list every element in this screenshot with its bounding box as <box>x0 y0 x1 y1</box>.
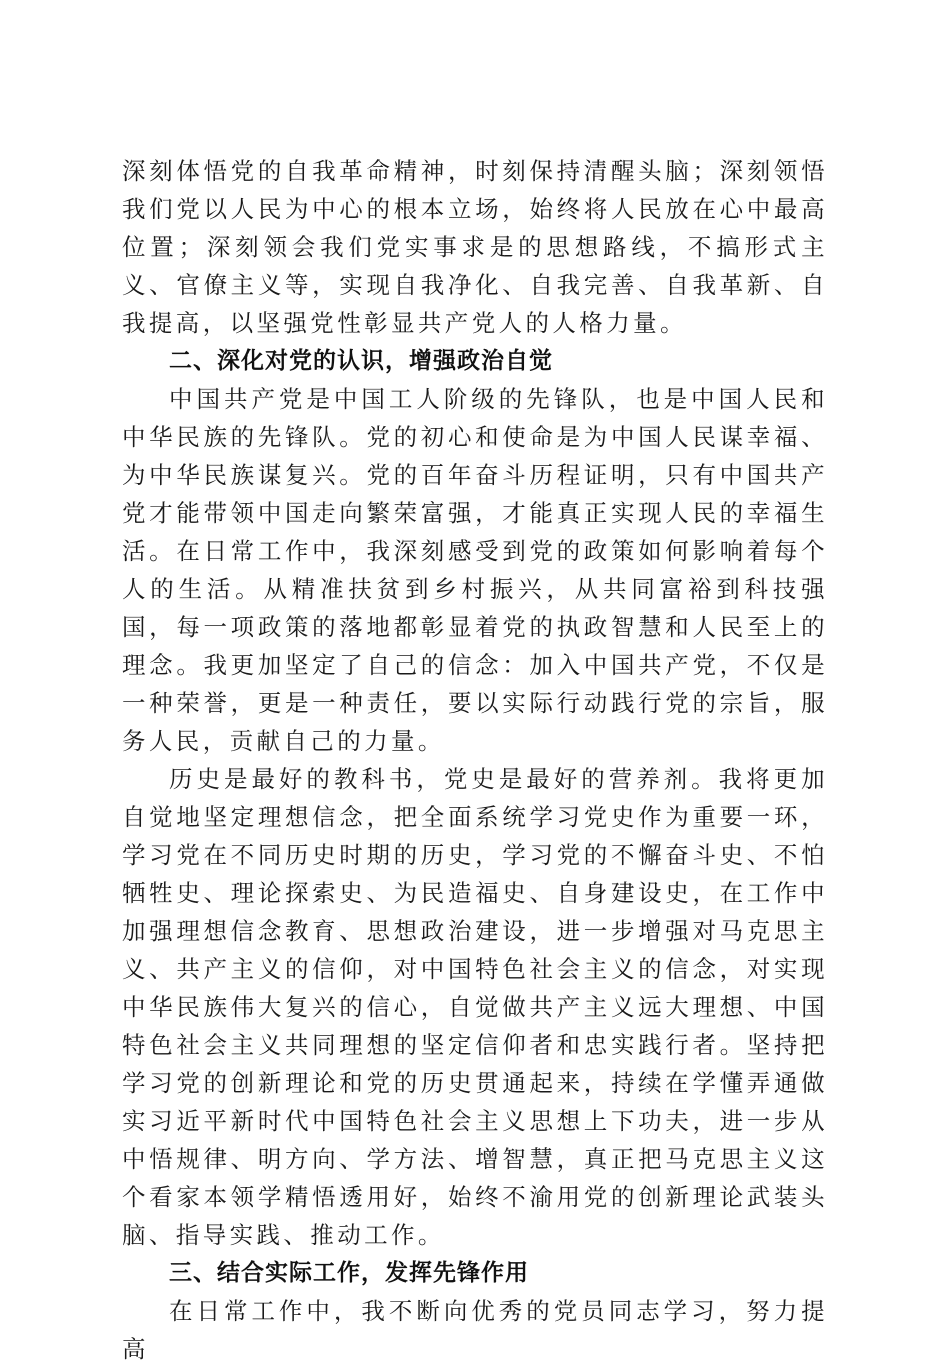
document-body <box>122 152 828 1368</box>
paragraph-party-vanguard: 中国共产党是中国工人阶级的先锋队，也是中国人民和中华民族的先锋队。党的初心和使命是为中国人民谋幸福、为中华民族谋复兴。党的百年奋斗历程证明，只有中国共产党才能带领中国走向繁荣富强，才能真正实现人民的幸福生活。在日常工作中，我深刻感受到党的政策如何影响着每个人的生活。从精准扶贫到乡村振兴，从共同富裕到科技强国，每一项政策的落地都彰显着党的执政智慧和人民至上的理念。我更加坚定了自己的信念：加入中国共产党，不仅是一种荣誉，更是一种责任，要以实际行动践行党的宗旨，服务人民，贡献自己的力量。 <box>122 385 828 755</box>
paragraph-daily-work: 在日常工作中，我不断向优秀的党员同志学习，努力提高 <box>122 1297 828 1363</box>
section-heading-2: 二、深化对党的认识，增强政治自觉 <box>169 348 553 374</box>
section-heading-3: 三、结合实际工作，发挥先锋作用 <box>169 1260 529 1286</box>
paragraph-continuation: 深刻体悟党的自我革命精神，时刻保持清醒头脑；深刻领悟我们党以人民为中心的根本立场，始终将人民放在心中最高位置；深刻领会我们党实事求是的思想路线，不搞形式主义、官僚主义等，实现自我净化、自我完善、自我革新、自我提高，以坚强党性彰显共产党人的人格力量。 <box>122 157 828 337</box>
paragraph-party-history: 历史是最好的教科书，党史是最好的营养剂。我将更加自觉地坚定理想信念，把全面系统学习党史作为重要一环，学习党在不同历史时期的历史，学习党的不懈奋斗史、不怕牺牲史、理论探索史、为民造福史、自身建设史，在工作中加强理想信念教育、思想政治建设，进一步增强对马克思主义、共产主义的信仰，对中国特色社会主义的信念，对实现中华民族伟大复兴的信心，自觉做共产主义远大理想、中国特色社会主义共同理想的坚定信仰者和忠实践行者。坚持把学习党的创新理论和党的历史贯通起来，持续在学懂弄通做实习近平新时代中国特色社会主义思想上下功夫，进一步从中悟规律、明方向、学方法、增智慧，真正把马克思主义这个看家本领学精悟透用好，始终不渝用党的创新理论武装头脑、指导实践、推动工作。 <box>122 765 828 1249</box>
